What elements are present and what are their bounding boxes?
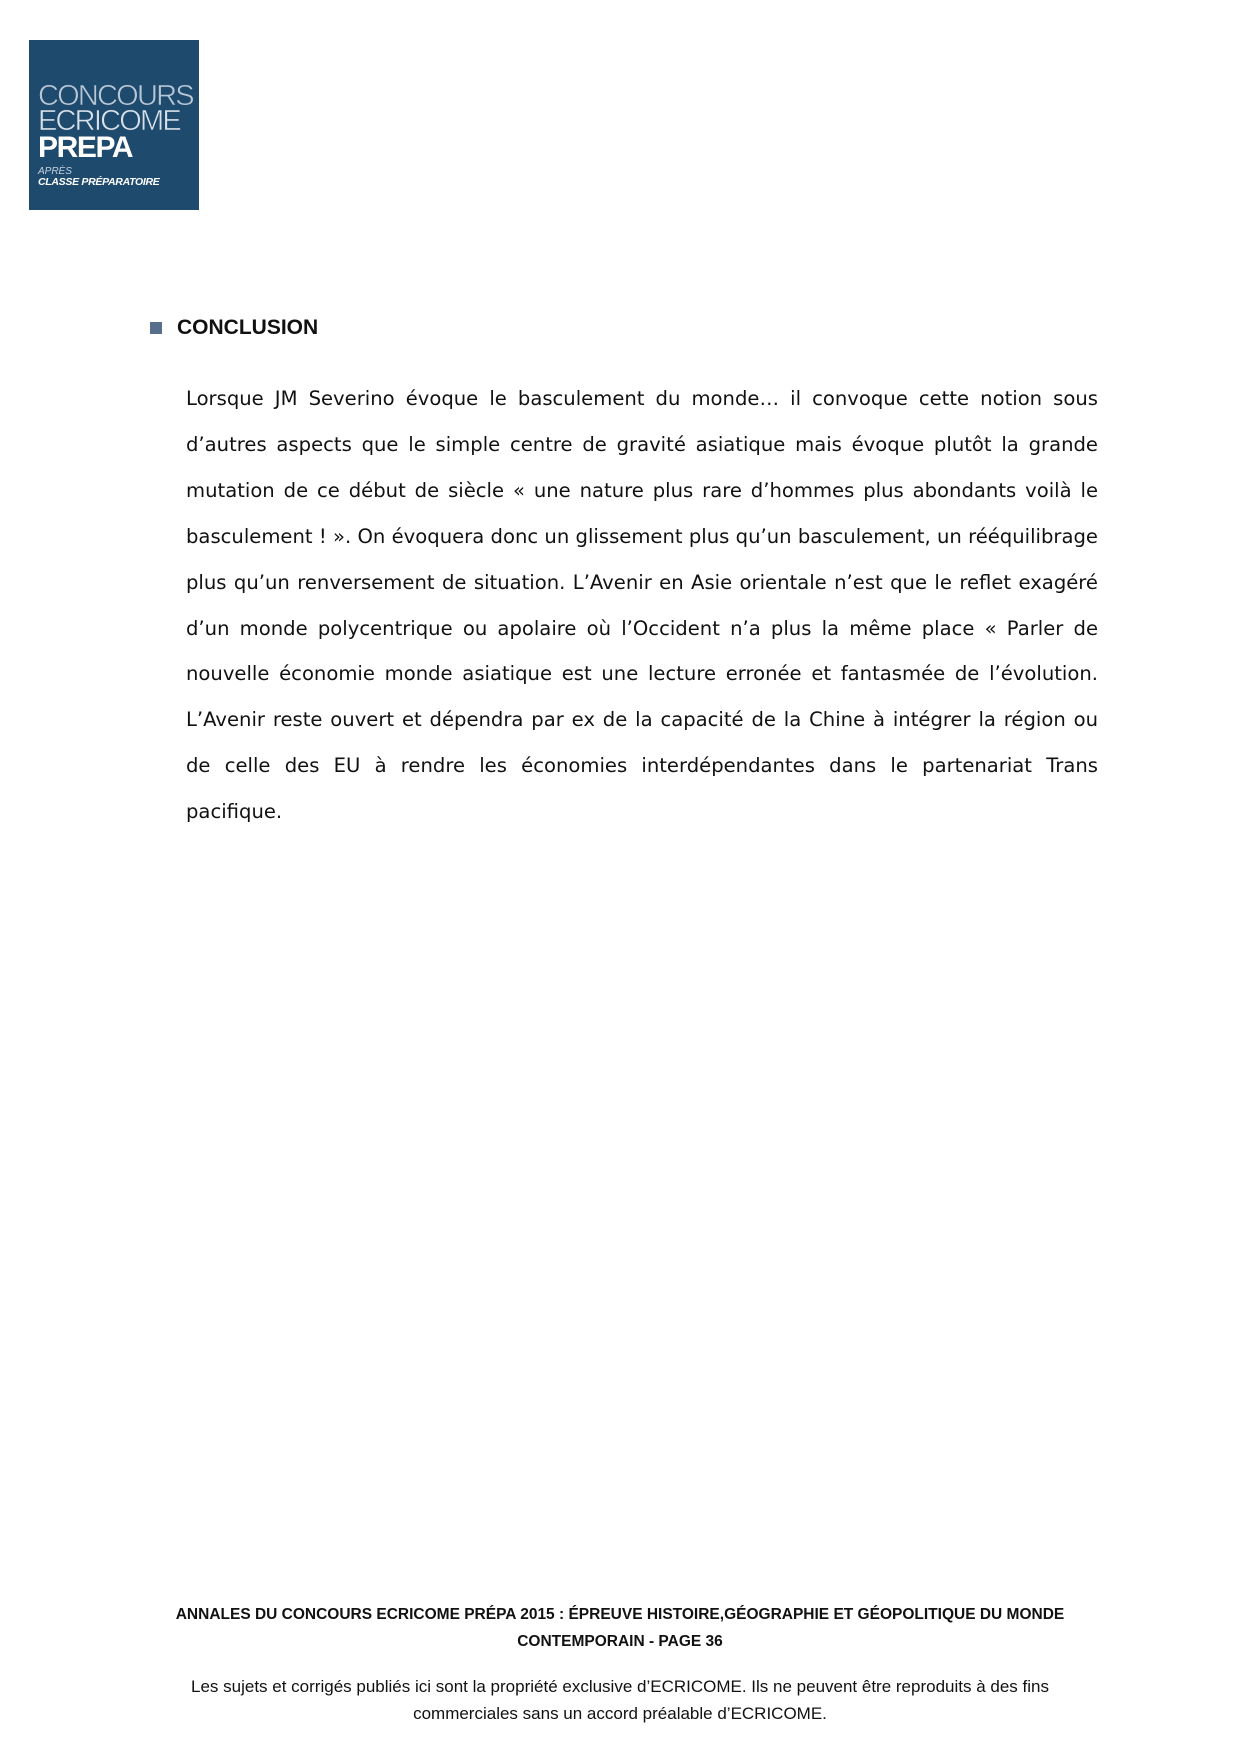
square-bullet-icon — [150, 322, 162, 334]
ecricome-logo — [29, 40, 199, 210]
logo-text-concours: CONCOURS — [38, 80, 193, 112]
logo-text-prepa: PREPA — [38, 131, 133, 164]
section-heading — [150, 316, 318, 340]
footer-title: ANNALES DU CONCOURS ECRICOME PRÉPA 2015 : ÉPREUVE HISTOIRE,GÉOGRAPHIE ET GÉOPOLITIQUE DU MONDE CONTEMPORAIN - PAGE 36 — [175, 1606, 1065, 1650]
footer-copyright-notice: Les sujets et corrigés publiés ici sont la propriété exclusive d’ECRICOME. Ils ne peuvent être reproduits à des fins commerciales sans un accord préalable d’ECRICOME. — [191, 1677, 1049, 1723]
logo-text-classe-preparatoire: CLASSE PRÉPARATOIRE — [38, 176, 160, 188]
logo-text-apres: APRÈS — [38, 166, 72, 177]
conclusion-paragraph: Lorsque JM Severino évoque le basculement du monde… il convoque cette notion sous d’autres aspects que le simple centre de gravité asiatique mais évoque plutôt la grande mutation de ce début de siècle « une nature plus rare d’hommes plus abondants voilà le basculement ! ». On évoquera donc un glissement plus qu’un basculement, un rééquilibrage plus qu’un renversement de situation. L’Avenir en Asie orientale n’est que le reflet exagéré d’un monde polycentrique ou apolaire où l’Occident n’a plus la même place « Parler de nouvelle économie monde asiatique est une lecture erronée et fantasmée de l’évolution. L’Avenir reste ouvert et dépendra par ex de la capacité de la Chine à intégrer la région ou de celle des EU à rendre les économies interdépendantes dans le partenariat Trans pacifique. — [186, 387, 1098, 824]
section-title: CONCLUSION — [177, 316, 319, 339]
logo-text-ecricome: ECRICOME — [38, 105, 180, 137]
